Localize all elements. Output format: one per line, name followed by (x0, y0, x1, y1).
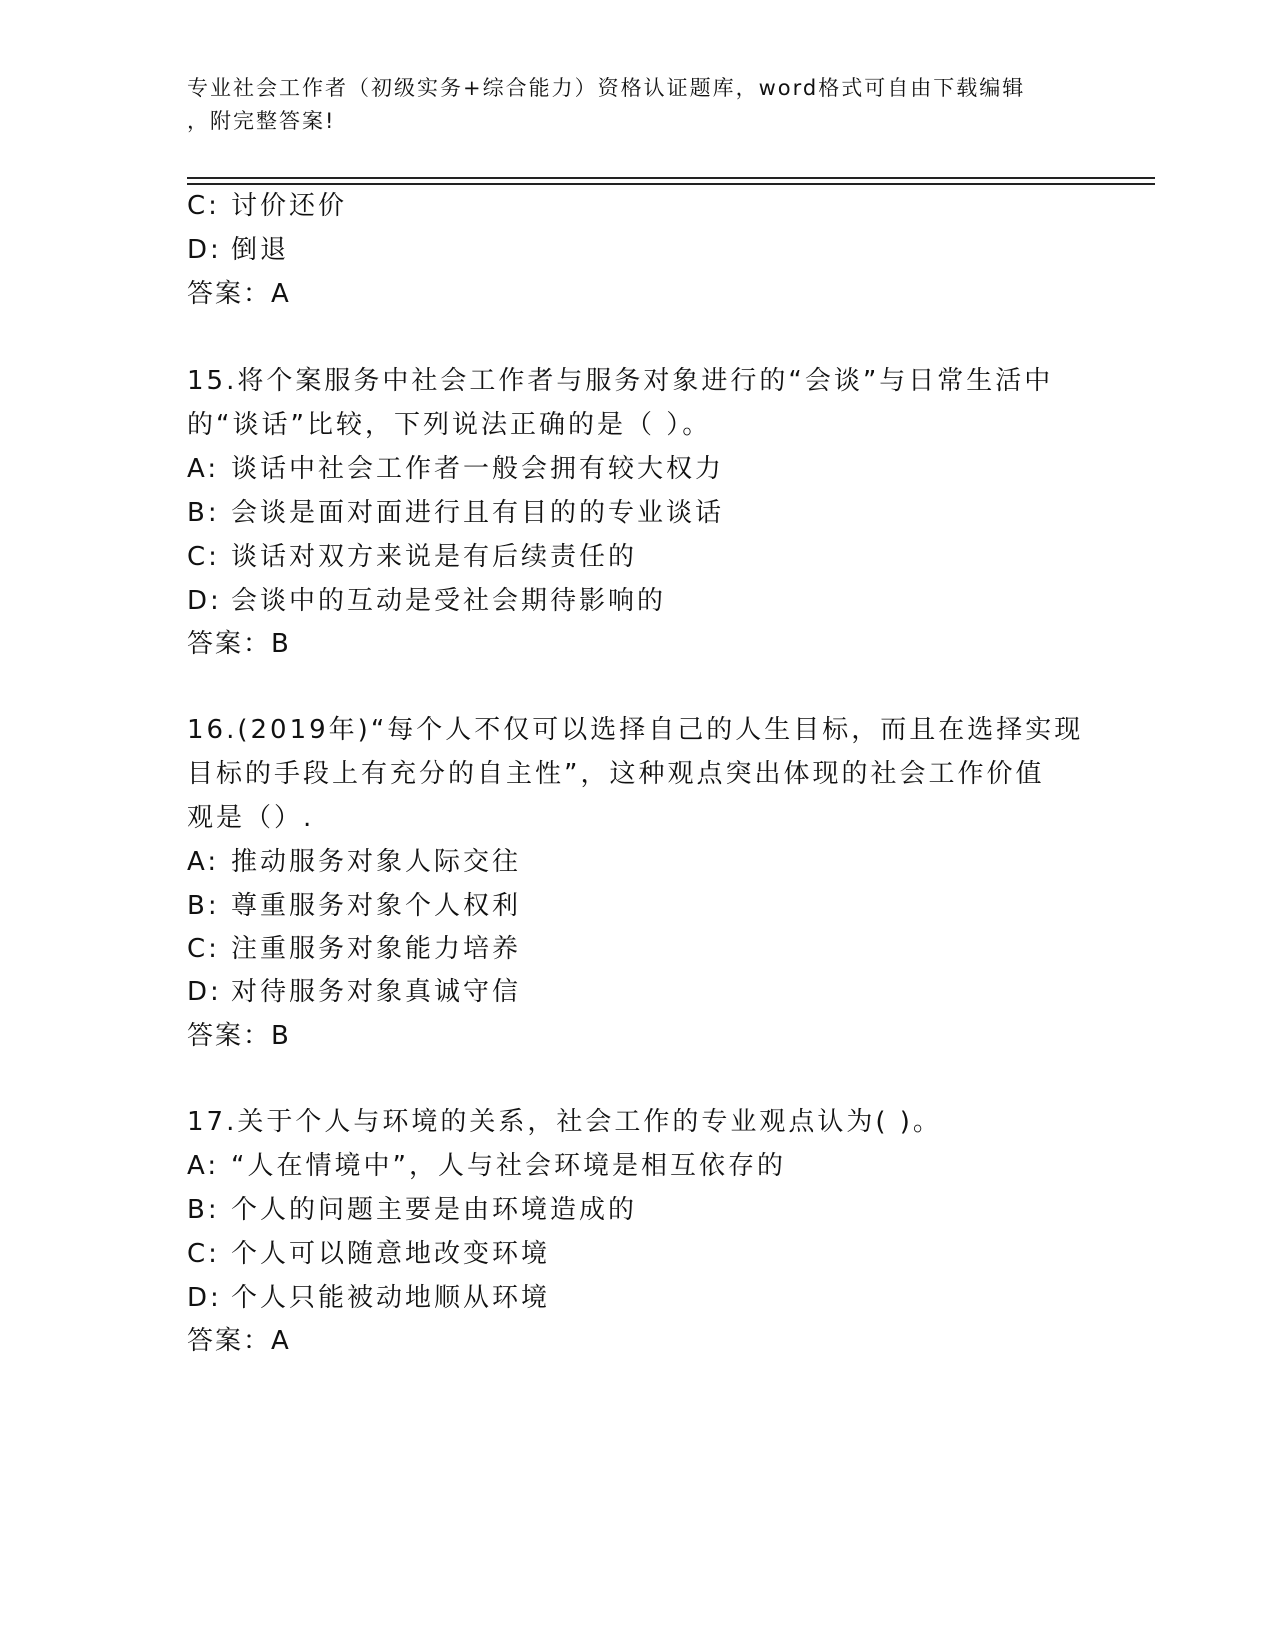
option-c (187, 933, 521, 965)
question-number: 17. (187, 1107, 238, 1137)
question-stem-line (187, 714, 1083, 746)
option-label: D: (187, 586, 222, 616)
option-text: 倒退 (231, 235, 290, 265)
header-title-line-1: 专业社会工作者（初级实务+综合能力）资格认证题库，word格式可自由下载编辑 (187, 76, 1026, 100)
option-label: A: (187, 1151, 220, 1181)
option-text: 谈话中社会工作者一般会拥有较大权力 (231, 454, 725, 484)
option-b (187, 1194, 637, 1226)
header-rule-top (187, 177, 1155, 179)
question-stem-text: 将个案服务中社会工作者与服务对象进行的“会谈”与日常生活中 (237, 366, 1054, 396)
header-rule-bottom (187, 183, 1155, 185)
option-text: 会谈是面对面进行且有目的的专业谈话 (231, 498, 725, 528)
answer-line: 答案：B (187, 1021, 291, 1051)
option-label: D: (187, 235, 222, 265)
question-stem-text: (2019年)“每个人不仅可以选择自己的人生目标，而且在选择实现 (237, 715, 1084, 745)
question-stem-line: 观是（）. (187, 803, 315, 833)
option-text: 讨价还价 (231, 191, 348, 221)
option-label: C: (187, 934, 220, 964)
option-text: 个人可以随意地改变环境 (231, 1239, 551, 1269)
answer-line: 答案：B (187, 629, 291, 659)
question-number: 16. (187, 715, 238, 745)
option-text: 个人的问题主要是由环境造成的 (231, 1195, 638, 1225)
question-number: 15. (187, 366, 238, 396)
option-c (187, 190, 347, 222)
option-text: 会谈中的互动是受社会期待影响的 (231, 586, 667, 616)
option-label: A: (187, 847, 220, 877)
option-label: A: (187, 454, 220, 484)
option-label: C: (187, 1239, 220, 1269)
option-c (187, 1238, 550, 1270)
option-c (187, 541, 637, 573)
option-text: 尊重服务对象个人权利 (231, 891, 522, 921)
option-label: B: (187, 498, 220, 528)
option-label: D: (187, 1283, 222, 1313)
document-header (187, 72, 1087, 138)
option-text: 注重服务对象能力培养 (231, 934, 522, 964)
question-stem-line: 目标的手段上有充分的自主性”，这种观点突出体现的社会工作价值 (187, 759, 1045, 789)
question-stem-text: 关于个人与环境的关系，社会工作的专业观点认为( )。 (237, 1107, 942, 1137)
option-text: “人在情境中”，人与社会环境是相互依存的 (231, 1151, 786, 1181)
answer-line: 答案：A (187, 1326, 291, 1356)
option-label: D: (187, 977, 222, 1007)
option-a (187, 453, 724, 485)
option-label: B: (187, 891, 220, 921)
answer-line: 答案：A (187, 279, 291, 309)
option-a (187, 846, 521, 878)
option-text: 个人只能被动地顺从环境 (231, 1283, 551, 1313)
option-text: 推动服务对象人际交往 (231, 847, 522, 877)
option-label: B: (187, 1195, 220, 1225)
option-label: C: (187, 542, 220, 572)
question-stem-line (187, 1106, 942, 1138)
option-d (187, 976, 521, 1008)
option-d (187, 1282, 550, 1314)
option-b (187, 497, 724, 529)
option-text: 对待服务对象真诚守信 (231, 977, 522, 1007)
question-stem-line (187, 365, 1053, 397)
option-d (187, 234, 289, 266)
question-stem-line: 的“谈话”比较，下列说法正确的是（ ）。 (187, 410, 712, 440)
header-title-line-2: ，附完整答案! (187, 109, 336, 133)
option-b (187, 890, 521, 922)
option-text: 谈话对双方来说是有后续责任的 (231, 542, 638, 572)
option-a (187, 1150, 786, 1182)
option-label: C: (187, 191, 220, 221)
option-d (187, 585, 666, 617)
